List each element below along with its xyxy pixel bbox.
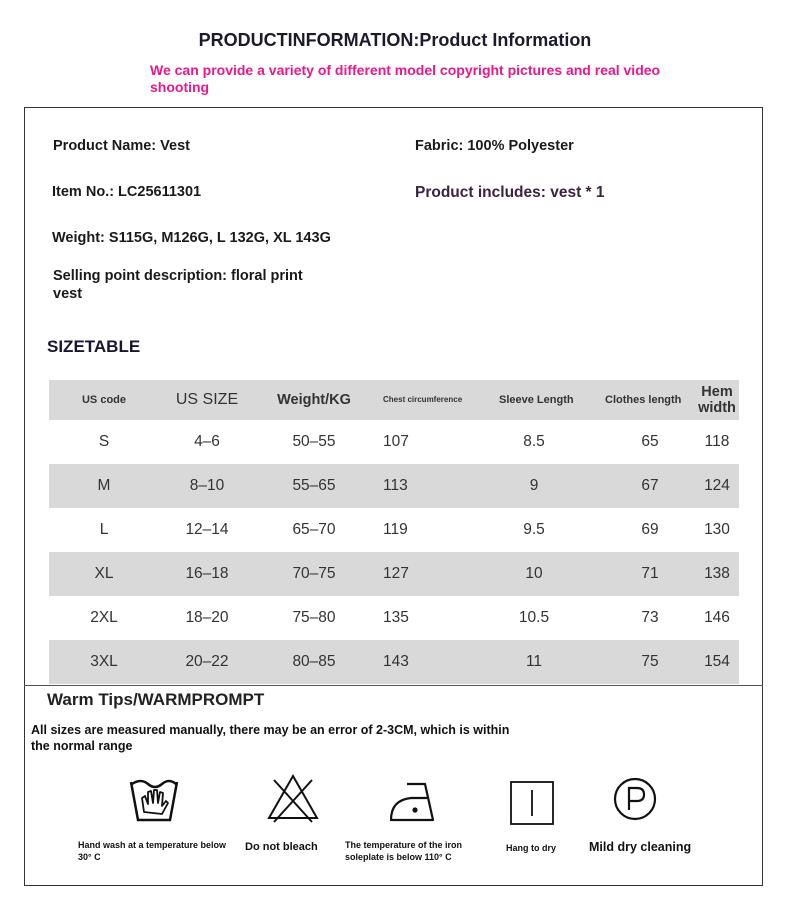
cell-chest: 119 <box>383 521 408 538</box>
cell-us-code: M <box>49 464 159 508</box>
product-item-no: Item No.: LC25611301 <box>52 184 202 200</box>
cell-us-size: 18–20 <box>185 609 229 626</box>
size-table <box>49 380 739 684</box>
cell-clothes-length: 75 <box>605 640 695 684</box>
cell-clothes-length: 69 <box>641 521 659 538</box>
cell-chest: 135 <box>383 609 409 626</box>
size-table-header <box>49 380 739 420</box>
care-label-hand-wash: Hand wash at a temperature below 30° C <box>78 840 227 862</box>
table-row <box>49 464 739 508</box>
section-divider <box>24 685 763 686</box>
cell-sleeve: 9 <box>463 464 605 508</box>
table-row <box>49 508 739 552</box>
cell-sleeve: 8.5 <box>523 433 545 450</box>
cell-us-size: 8–10 <box>159 464 255 508</box>
cell-weight: 50–55 <box>292 433 336 450</box>
table-row <box>49 640 739 684</box>
cell-us-code: 3XL <box>49 640 159 684</box>
cell-sleeve: 9.5 <box>523 521 545 538</box>
warm-tips-note: All sizes are measured manually, there may be an error of 2-3CM, which is within the normal range <box>31 723 510 753</box>
no-bleach-icon <box>266 772 320 824</box>
cell-us-size: 12–14 <box>185 521 229 538</box>
size-table-title: SIZETABLE <box>47 337 141 356</box>
header-us-size: US SIZE <box>159 380 255 420</box>
care-label-no-bleach: Do not bleach <box>245 841 318 853</box>
care-label-iron: The temperature of the iron soleplate is below 110° C <box>345 840 463 862</box>
header-hem-width: Hem width <box>695 380 739 420</box>
cell-hem-width: 118 <box>704 433 730 450</box>
table-row <box>49 552 739 596</box>
dry-clean-icon <box>612 776 658 822</box>
cell-hem-width: 138 <box>695 552 739 596</box>
table-row <box>49 596 739 640</box>
header-clothes-length: Clothes length <box>605 380 695 420</box>
cell-us-code: 2XL <box>90 609 118 626</box>
page-title: PRODUCTINFORMATION:Product Information <box>198 30 592 50</box>
table-row <box>49 420 739 464</box>
warm-tips-title: Warm Tips/WARMPROMPT <box>47 690 265 709</box>
cell-us-size: 16–18 <box>159 552 255 596</box>
hang-dry-icon <box>509 780 555 826</box>
cell-chest: 127 <box>373 552 463 596</box>
care-label-hang-dry: Hang to dry <box>506 843 557 853</box>
header-us-code: US code <box>49 380 159 420</box>
cell-weight: 70–75 <box>255 552 373 596</box>
cell-sleeve: 10 <box>463 552 605 596</box>
care-label-dry-clean: Mild dry cleaning <box>589 840 692 854</box>
cell-clothes-length: 65 <box>641 433 659 450</box>
product-name: Product Name: Vest <box>53 138 190 154</box>
cell-weight: 55–65 <box>255 464 373 508</box>
notice-text: We can provide a variety of different model copyright pictures and real video shooting <box>150 62 661 95</box>
cell-weight: 75–80 <box>292 609 336 626</box>
product-fabric: Fabric: 100% Polyester <box>415 138 574 154</box>
cell-hem-width: 146 <box>704 609 730 626</box>
cell-clothes-length: 71 <box>605 552 695 596</box>
cell-sleeve: 10.5 <box>518 609 550 626</box>
cell-us-code: XL <box>49 552 159 596</box>
header-chest: Chest circumference <box>373 380 463 420</box>
iron-icon <box>387 780 443 826</box>
header-sleeve: Sleeve Length <box>463 380 605 420</box>
product-includes: Product includes: vest * 1 <box>415 184 605 201</box>
cell-hem-width: 124 <box>695 464 739 508</box>
cell-weight: 65–70 <box>292 521 336 538</box>
product-weight: Weight: S115G, M126G, L 132G, XL 143G <box>52 230 331 246</box>
cell-chest: 107 <box>383 433 409 450</box>
cell-clothes-length: 67 <box>605 464 695 508</box>
cell-sleeve: 11 <box>463 640 605 684</box>
product-selling-point: Selling point description: floral print vest <box>53 268 303 302</box>
header-weight: Weight/KG <box>255 380 373 420</box>
cell-us-size: 20–22 <box>159 640 255 684</box>
cell-weight: 80–85 <box>255 640 373 684</box>
cell-chest: 113 <box>373 464 463 508</box>
cell-us-code: S <box>98 433 110 450</box>
cell-us-code: L <box>99 521 109 538</box>
cell-us-size: 4–6 <box>194 433 220 450</box>
cell-clothes-length: 73 <box>641 609 659 626</box>
cell-hem-width: 154 <box>695 640 739 684</box>
cell-chest: 143 <box>373 640 463 684</box>
hand-wash-icon <box>128 774 180 824</box>
cell-hem-width: 130 <box>704 521 730 538</box>
